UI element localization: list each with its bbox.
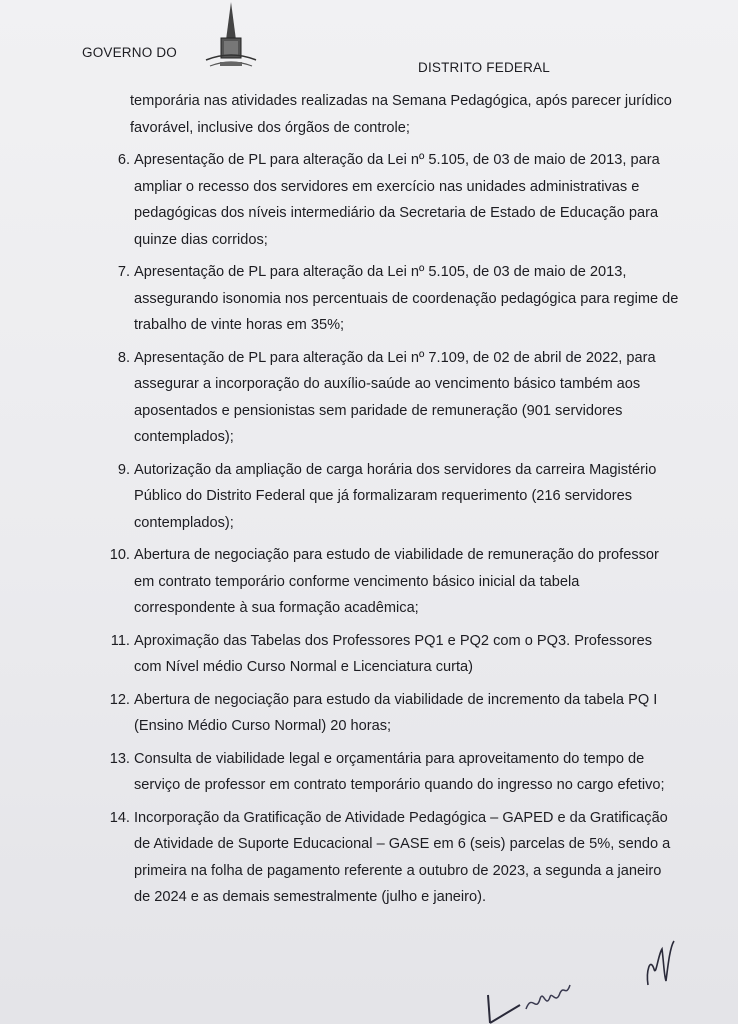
item-number: 12. <box>109 691 130 708</box>
list-item-9 <box>100 457 680 537</box>
item-number: 14. <box>109 809 130 826</box>
item-number: 10. <box>109 547 130 563</box>
continuation-paragraph: temporária nas atividades realizadas na Semana Pedagógica, após parecer jurídico favorável, inclusive dos órgãos de controle; <box>130 93 672 136</box>
numbered-list <box>100 147 680 911</box>
item-text: Apresentação de PL para alteração da Lei nº 5.105, de 03 de maio de 2013, para ampliar o recesso dos servidores em exercício nas unidades administrativas e pedagógicas dos níveis intermediário da Secretaria de Estado de Educação para quinze dias corridos; <box>134 152 660 248</box>
list-item-14 <box>100 805 680 911</box>
list-item-12 <box>100 687 680 740</box>
item-number: 9. <box>117 461 130 478</box>
list-item-8 <box>100 345 680 451</box>
list-item-13 <box>100 746 680 799</box>
list-item-7 <box>100 259 680 339</box>
handwritten-signature-icon <box>480 975 590 1024</box>
header-distrito-federal: DISTRITO FEDERAL <box>418 60 550 75</box>
list-item-10 <box>100 542 680 622</box>
header-governo-do: GOVERNO DO <box>82 45 178 60</box>
item-text: Abertura de negociação para estudo de viabilidade de remuneração do professor em contrato temporário conforme vencimento básico inicial da tabela correspondente à sua formação acadêmica; <box>134 547 659 616</box>
item-number: 6. <box>117 152 130 168</box>
item-number: 8. <box>117 349 130 366</box>
coat-of-arms-icon <box>196 0 266 76</box>
item-number: 7. <box>117 264 130 280</box>
item-text: Apresentação de PL para alteração da Lei nº 5.105, de 03 de maio de 2013, assegurando isonomia nos percentuais de coordenação pedagógica para regime de trabalho de vinte horas em 35%; <box>134 264 679 333</box>
handwritten-initials-icon <box>640 935 680 995</box>
item-text: Abertura de negociação para estudo da viabilidade de incremento da tabela PQ I (Ensino Médio Curso Normal) 20 horas; <box>134 691 658 734</box>
item-text: Apresentação de PL para alteração da Lei nº 7.109, de 02 de abril de 2022, para assegurar a incorporação do auxílio-saúde ao vencimento básico também aos aposentados e pensionistas sem paridade de remuneração (901 servidores contemplados); <box>134 349 656 445</box>
list-item-11 <box>100 628 680 681</box>
list-item-6 <box>100 147 680 253</box>
document-body <box>100 88 680 911</box>
item-number: 13. <box>109 750 130 767</box>
item-text: Consulta de viabilidade legal e orçamentária para aproveitamento do tempo de serviço de professor em contrato temporário quando do ingresso no cargo efetivo; <box>134 750 665 793</box>
item-number: 11. <box>110 632 130 649</box>
item-text: Incorporação da Gratificação de Atividade Pedagógica – GAPED e da Gratificação de Atividade de Suporte Educacional – GASE em 6 (seis) parcelas de 5%, sendo a primeira na folha de pagamento referente a outubro de 2023, a segunda a janeiro de 2024 e as demais semestralmente (julho e janeiro). <box>134 809 671 905</box>
item-text: Aproximação das Tabelas dos Professores PQ1 e PQ2 com o PQ3. Professores com Nível médio Curso Normal e Licenciatura curta) <box>134 632 653 675</box>
item-text: Autorização da ampliação de carga horária dos servidores da carreira Magistério Público do Distrito Federal que já formalizaram requerimento (216 servidores contemplados); <box>134 461 657 531</box>
